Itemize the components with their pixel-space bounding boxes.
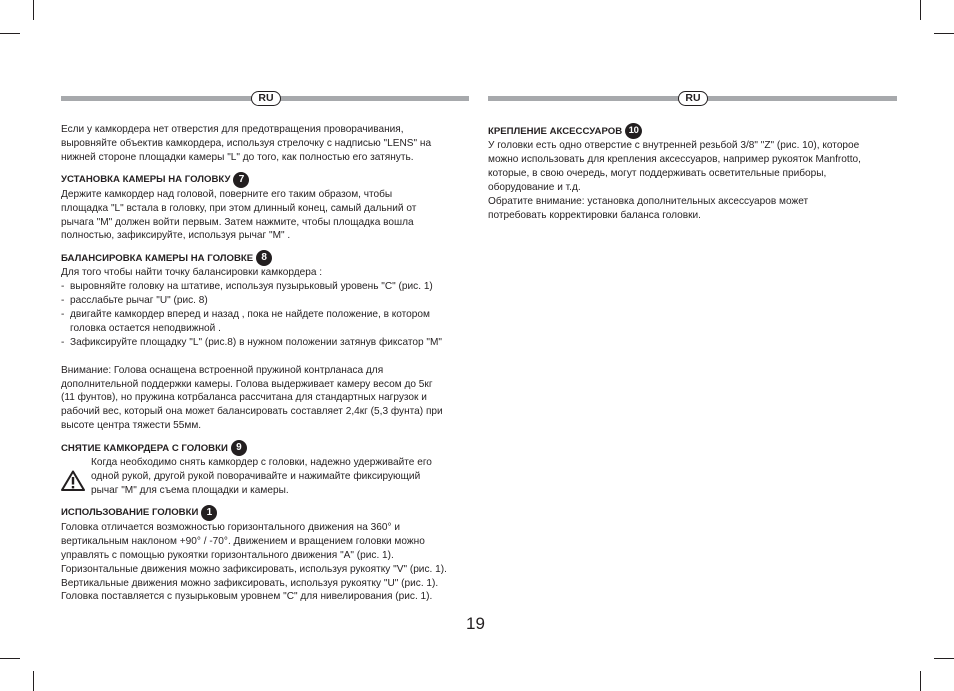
balancing-note: Внимание: Голова оснащена встроенной пружиной контрланаса для дополнительной поддержки камеры. Голова выдерживает камеру весом до 5кг (11 фунтов), но пружина котрбаланса рассчитана для стандартных нагрузок и рабочий вес, который она может балансировать составляет 2,4кг (5,3 фунта) при высоте центра тяжести 55мм. — [61, 364, 443, 432]
list-item-text: выровняйте головку на штативе, используя пузырьковый уровень "C" (рис. 1) — [70, 281, 433, 293]
crop-mark — [33, 0, 34, 20]
right-column — [488, 123, 900, 222]
crop-mark — [0, 658, 20, 659]
dash-bullet: - — [61, 309, 65, 321]
section-title: КРЕПЛЕНИЕ АКСЕССУАРОВ — [488, 125, 623, 137]
figure-number-badge: 1 — [201, 505, 217, 521]
section-text-mounting: Держите камкордер над головой, поверните его таким образом, чтобы площадка "L" встала в головку, при этом длинный конец, самый дальний от рычага "M" должен войти первым. Затем нажмите, чтобы площадка вошла полностью, зафиксируйте, используя рычаг "M" . — [61, 188, 417, 242]
page-number: 19 — [466, 614, 485, 633]
blank-line — [61, 350, 473, 364]
crop-mark — [920, 0, 921, 20]
figure-number-badge: 9 — [231, 440, 247, 456]
section-text-usage: Головка отличается возможностью горизонтального движения на 360° и вертикальным наклоном +90° / -70°. Движением и вращением головки можно управлять с помощью рукоятки горизонтального движения "A" (рис. 1). Горизонтальные движения можно зафиксировать, используя рукоятку "V" (рис. 1). Вертикальные движения можно зафиксировать, используя рукоятку "U" (рис. 1). Головка поставляется с пузырьковым уровнем "C" для нивелирования (рис. 1). — [61, 521, 447, 603]
section-heading-usage — [61, 505, 473, 521]
section-title: УСТАНОВКА КАМЕРЫ НА ГОЛОВКУ — [61, 174, 231, 186]
section-heading-removal — [61, 440, 473, 456]
crop-mark — [920, 671, 921, 691]
list-item-text: двигайте камкордер вперед и назад , пока не найдете положение, в котором головка остается неподвижной . — [70, 309, 430, 334]
section-heading-accessories — [488, 123, 900, 139]
list-item — [61, 336, 473, 350]
left-column — [61, 123, 473, 604]
balancing-steps-list — [61, 280, 473, 350]
intro-paragraph: Если у камкордера нет отверстия для предотвращения проворачивания, выровняйте объектив камкордера, используя стрелочку с надписью "LENS" на нижней стороне площадки камеры "L" до того, как полностью его затянуть. — [61, 124, 432, 163]
crop-mark — [934, 33, 954, 34]
dash-bullet: - — [61, 336, 65, 348]
warning-block — [61, 456, 473, 498]
section-text-accessories: У головки есть одно отверстие с внутренней резьбой 3/8" "Z" (рис. 10), которое можно использовать для крепления аксессуаров, например рукояток Manfrotto, которые, в свою очередь, могут поддерживать осветительные приборы, оборудование и т.д. Обратите внимание: установка дополнительных аксессуаров может потребовать корректировки баланса головки. — [488, 140, 861, 221]
crop-mark — [934, 658, 954, 659]
section-title: БАЛАНСИРОВКА КАМЕРЫ НА ГОЛОВКЕ — [61, 252, 254, 264]
list-item — [61, 280, 473, 294]
language-badge: RU — [678, 91, 708, 106]
list-item — [61, 294, 473, 308]
section-heading-mounting — [61, 172, 473, 188]
warning-text: Когда необходимо снять камкордер с головки, надежно удерживайте его одной рукой, другой рукой поворачивайте и нажимайте фиксирующий рычаг "M" для съема площадки и камеры. — [91, 457, 432, 497]
figure-number-badge: 10 — [625, 123, 642, 139]
language-badge: RU — [251, 91, 281, 106]
section-title: СНЯТИЕ КАМКОРДЕРА С ГОЛОВКИ — [61, 442, 228, 454]
balancing-lead: Для того чтобы найти точку балансировки камкордера : — [61, 267, 323, 279]
list-item-text: расслабьте рычаг "U" (рис. 8) — [70, 295, 208, 307]
list-item-text: Зафиксируйте площадку "L" (рис.8) в нужном положении затянув фиксатор "M" — [70, 336, 442, 348]
list-item — [61, 308, 473, 336]
crop-mark — [33, 671, 34, 691]
crop-mark — [0, 33, 20, 34]
dash-bullet: - — [61, 295, 65, 307]
section-heading-balancing — [61, 250, 473, 266]
section-title: ИСПОЛЬЗОВАНИЕ ГОЛОВКИ — [61, 507, 199, 519]
figure-number-badge: 8 — [256, 250, 272, 266]
figure-number-badge: 7 — [233, 172, 249, 188]
warning-triangle-icon — [61, 456, 91, 496]
dash-bullet: - — [61, 281, 65, 293]
